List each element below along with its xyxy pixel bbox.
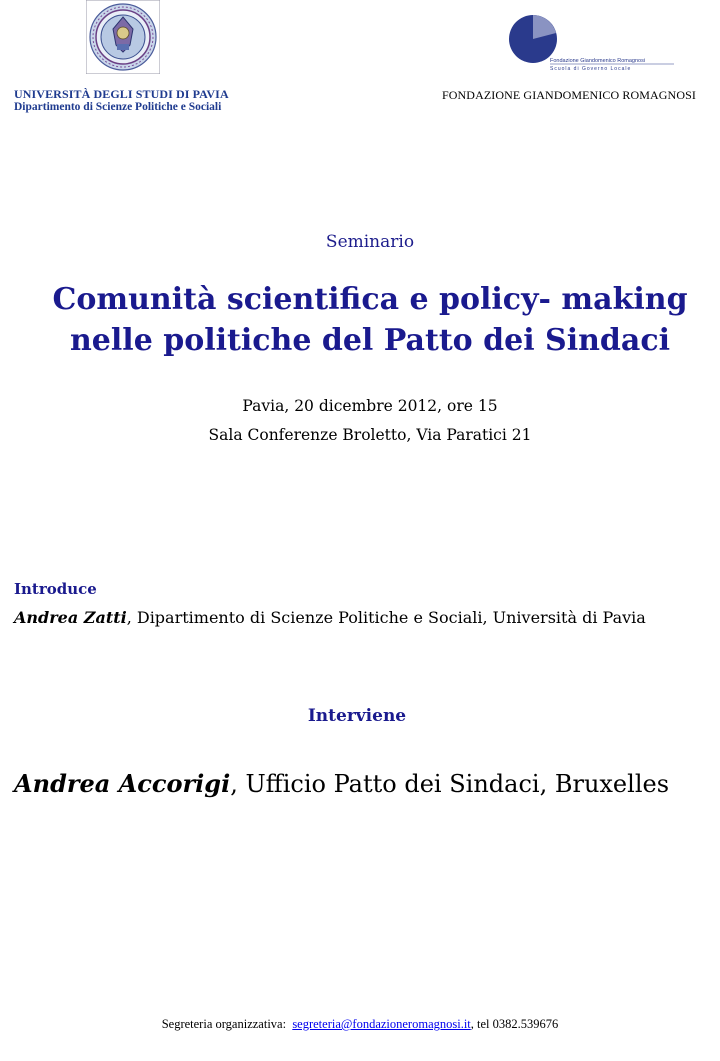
foundation-logo-line2: Scuola di Governo Locale bbox=[550, 66, 632, 72]
introduce-label: Introduce bbox=[14, 580, 97, 598]
department-name: Dipartimento di Scienze Politiche e Sociali bbox=[14, 101, 222, 113]
introduce-speaker bbox=[14, 608, 646, 627]
introduce-speaker-name: Andrea Zatti bbox=[14, 608, 127, 627]
foundation-name: FONDAZIONE GIANDOMENICO ROMAGNOSI bbox=[442, 88, 696, 102]
event-title-line2: nelle politiche del Patto dei Sindaci bbox=[70, 323, 670, 358]
event-venue: Sala Conferenze Broletto, Via Paratici 21 bbox=[208, 426, 532, 444]
university-name: UNIVERSITÀ DEGLI STUDI DI PAVIA bbox=[14, 87, 229, 101]
university-seal-logo bbox=[86, 0, 160, 74]
foundation-logo bbox=[508, 14, 678, 74]
interviene-label: Interviene bbox=[307, 706, 407, 726]
event-date-time: Pavia, 20 dicembre 2012, ore 15 bbox=[242, 397, 498, 415]
footer-prefix: Segreteria organizzativa: bbox=[161, 1017, 293, 1031]
interviene-speaker bbox=[14, 769, 669, 798]
footer-phone: , tel 0382.539676 bbox=[470, 1017, 559, 1031]
foundation-logo-line1: Fondazione Giandomenico Romagnosi bbox=[550, 58, 646, 64]
email-link[interactable]: segreteria@fondazioneromagnosi.it bbox=[292, 1017, 471, 1031]
interviene-speaker-affiliation: , Ufficio Patto dei Sindaci, Bruxelles bbox=[230, 770, 670, 798]
interviene-speaker-name: Andrea Accorigi bbox=[14, 769, 231, 798]
event-type: Seminario bbox=[325, 232, 415, 252]
introduce-speaker-affiliation: , Dipartimento di Scienze Politiche e Sociali, Università di Pavia bbox=[126, 608, 646, 627]
footer-contact bbox=[0, 1017, 720, 1032]
event-title-line1: Comunità scientifica e policy- making bbox=[52, 282, 688, 317]
